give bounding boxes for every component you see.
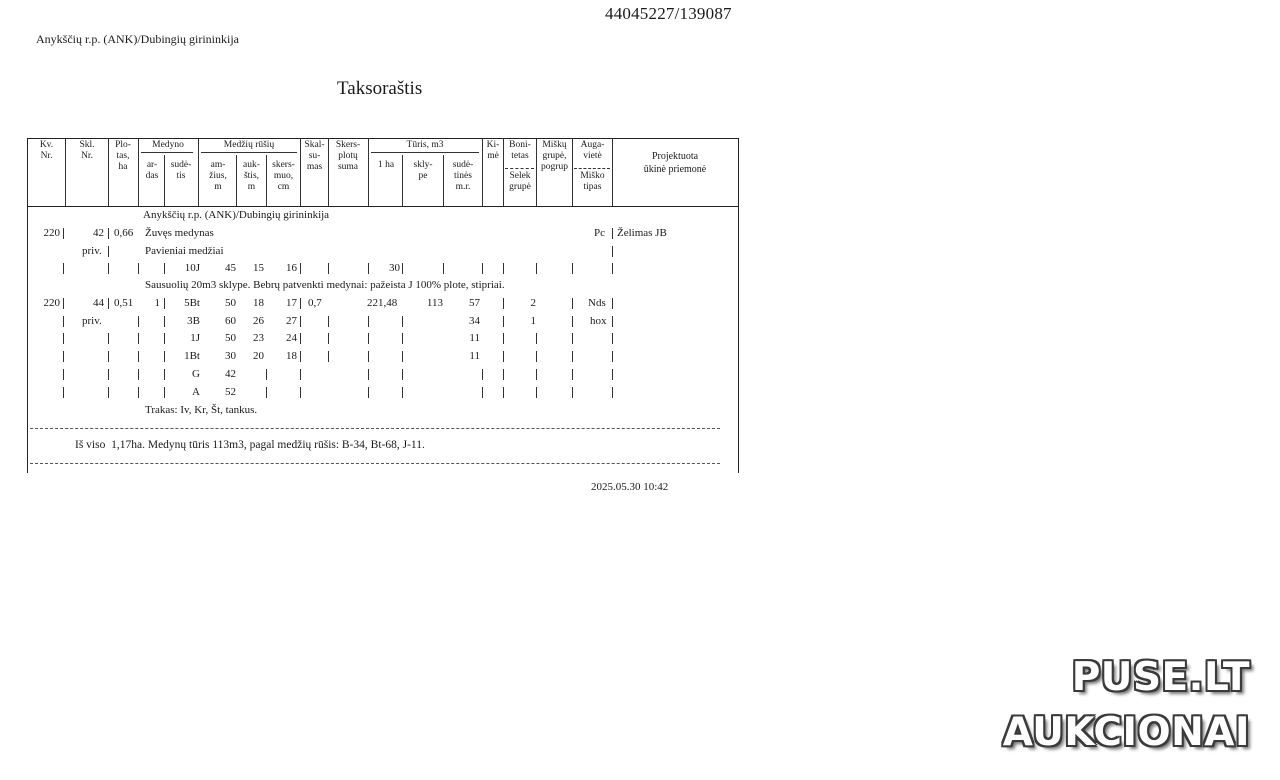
cell-divider — [138, 263, 139, 274]
cell-sudetis: A — [192, 386, 200, 398]
cell-divider — [402, 263, 403, 274]
cell-divider — [108, 351, 109, 362]
header-kirtime: Ki- mė — [486, 140, 500, 161]
cell-aukstis: 23 — [253, 332, 264, 344]
cell-divider — [402, 369, 403, 380]
cell-amzius: 50 — [225, 332, 236, 344]
cell-amzius: 60 — [225, 315, 236, 327]
header-augaviete: Auga- vietė — [580, 140, 605, 161]
cell-divider — [536, 333, 537, 344]
cell-divider — [572, 298, 573, 309]
cell-sudetis: 1J — [190, 332, 200, 344]
cell-aukstis: 18 — [253, 297, 264, 309]
header-bottom-rule — [27, 206, 738, 207]
cell-divider — [164, 316, 165, 327]
cell-amzius: 52 — [225, 386, 236, 398]
header-medziu-rusiu: Medžių rūšių — [223, 140, 275, 150]
document-number: 44045227/139087 — [605, 4, 732, 23]
cell-ardas: 1 — [154, 297, 160, 309]
cell-divider — [572, 316, 573, 327]
cell-divider — [402, 333, 403, 344]
cell-divider — [108, 263, 109, 274]
header-aukstis: auk- štis, m — [243, 160, 260, 192]
cell-augaviete: Pc — [594, 227, 605, 239]
cell-amzius: 30 — [225, 350, 236, 362]
col-sep — [138, 139, 139, 206]
cell-augaviete: Nds — [588, 297, 606, 309]
cell-divider — [503, 369, 504, 380]
cell-skersmuo: 16 — [286, 262, 297, 274]
cell-divider — [612, 298, 613, 309]
print-datetime: 2025.05.30 10:42 — [591, 481, 669, 493]
cell-divider — [164, 387, 165, 398]
cell-divider — [482, 369, 483, 380]
cell-sudetis: 5Bt — [184, 297, 200, 309]
cell-turis-sklype: 113 — [426, 297, 443, 309]
cell-divider — [63, 351, 64, 362]
cell-aukstis: 15 — [253, 262, 264, 274]
cell-turis-sudetines: 11 — [469, 350, 480, 362]
cell-kv: 220 — [43, 297, 60, 309]
group-rule — [141, 152, 193, 153]
cell-divider — [572, 351, 573, 362]
cell-divider — [572, 369, 573, 380]
cell-divider — [482, 387, 483, 398]
summary-rule-top — [30, 428, 720, 429]
watermark-line2: AUKCIONAI — [1002, 710, 1250, 755]
cell-divider — [368, 351, 369, 362]
cell-sudetis: G — [192, 368, 200, 380]
cell-divider — [138, 351, 139, 362]
cell-divider — [300, 263, 301, 274]
cell-divider — [536, 351, 537, 362]
header-kv-nr: Kv. Nr. — [39, 140, 54, 161]
cell-divider — [503, 316, 504, 327]
cell-skersmuo: 27 — [286, 315, 297, 327]
cell-divider — [300, 316, 301, 327]
cell-divider — [266, 387, 267, 398]
cell-divider — [536, 387, 537, 398]
cell-plotas: 0,51 — [114, 297, 134, 309]
cell-divider — [63, 333, 64, 344]
cell-turis-sudetines: 11 — [469, 332, 480, 344]
cell-skl: 42 — [93, 227, 104, 239]
col-sep — [65, 139, 66, 206]
cell-description: Pavieniai medžiai — [145, 245, 224, 257]
cell-plotas: 0,66 — [114, 227, 134, 239]
cell-divider — [368, 316, 369, 327]
cell-divider — [63, 228, 64, 239]
header-skl-nr: Skl. Nr. — [79, 140, 95, 161]
cell-divider — [612, 263, 613, 274]
cell-turis-sudetines: 57 — [469, 297, 480, 309]
cell-sudetis: 1Bt — [184, 350, 200, 362]
cell-aukstis: 20 — [253, 350, 264, 362]
header-misku-grupe: Miškų grupė, pogrup — [541, 140, 568, 172]
cell-divider — [300, 298, 301, 309]
cell-divider — [108, 369, 109, 380]
cell-priemone: Želimas JB — [617, 227, 667, 239]
summary-rule-bottom — [30, 463, 720, 464]
cell-divider — [572, 263, 573, 274]
group-rule — [574, 168, 610, 169]
cell-misko-tipas: hox — [590, 315, 607, 327]
header-bonitetas: Boni- tetas — [509, 140, 531, 161]
row-district: Anykščių r.p. (ANK)/Dubingių girininkija — [143, 209, 330, 221]
cell-priv: priv. — [82, 315, 102, 327]
cell-divider — [503, 351, 504, 362]
header-plotas: Plo- tas, ha — [115, 140, 131, 172]
group-rule — [201, 152, 297, 153]
cell-divider — [138, 387, 139, 398]
cell-divider — [300, 369, 301, 380]
col-sep — [368, 139, 369, 206]
cell-divider — [63, 298, 64, 309]
cell-divider — [63, 316, 64, 327]
header-skersmuo: skers- muo, cm — [272, 160, 295, 192]
col-sep — [198, 139, 199, 206]
header-selek-grupe: Selek grupė — [509, 171, 531, 192]
cell-divider — [328, 351, 329, 362]
cell-divider — [612, 369, 613, 380]
cell-divider — [402, 316, 403, 327]
cell-skersmuo: 18 — [286, 350, 297, 362]
cell-sudetis: 10J — [184, 262, 200, 274]
cell-divider — [138, 333, 139, 344]
cell-divider — [482, 263, 483, 274]
col-sep — [108, 139, 109, 206]
row-note: Trakas: Iv, Kr, Št, tankus. — [145, 404, 258, 416]
cell-divider — [266, 369, 267, 380]
header-skersploticiu-suma: Skers- plotų suma — [335, 140, 361, 172]
cell-divider — [612, 316, 613, 327]
header-projektuota-priemone: Projektuota ūkinė priemonė — [643, 151, 707, 175]
cell-divider — [328, 263, 329, 274]
cell-amzius: 42 — [225, 368, 236, 380]
cell-divider — [368, 387, 369, 398]
summary-text: 1,17ha. Medynų tūris 113m3, pagal medžių rūšis: B-34, Bt-68, J-11. — [111, 439, 425, 451]
header-turis: Tūris, m3 — [406, 140, 444, 150]
group-rule — [505, 168, 534, 169]
cell-divider — [368, 333, 369, 344]
cell-divider — [612, 351, 613, 362]
cell-divider — [164, 298, 165, 309]
cell-divider — [612, 387, 613, 398]
header-ardas: ar- das — [145, 160, 159, 181]
header-sudetis: sudė- tis — [170, 160, 192, 181]
cell-turis-1ha: 221,48 — [367, 297, 398, 309]
cell-amzius: 50 — [225, 297, 236, 309]
cell-bonitetas: 1 — [530, 315, 536, 327]
cell-divider — [443, 263, 444, 274]
cell-divider — [108, 298, 109, 309]
cell-divider — [300, 333, 301, 344]
cell-divider — [63, 369, 64, 380]
cell-skersmuo: 24 — [286, 332, 297, 344]
cell-divider — [503, 333, 504, 344]
cell-divider — [63, 263, 64, 274]
cell-divider — [108, 228, 109, 239]
cell-description: Žuvęs medynas — [145, 227, 214, 239]
cell-skalsumas: 0,7 — [308, 297, 322, 309]
cell-kv: 220 — [43, 227, 60, 239]
col-sep — [164, 155, 165, 206]
cell-divider — [503, 387, 504, 398]
cell-divider — [368, 369, 369, 380]
cell-divider — [138, 316, 139, 327]
cell-divider — [164, 333, 165, 344]
cell-divider — [108, 387, 109, 398]
cell-aukstis: 26 — [253, 315, 264, 327]
cell-divider — [572, 387, 573, 398]
cell-divider — [536, 369, 537, 380]
header-turis-sklype: skly- pe — [413, 160, 433, 181]
group-rule — [371, 152, 479, 153]
cell-divider — [402, 387, 403, 398]
header-turis-1ha: 1 ha — [377, 160, 395, 170]
cell-divider — [612, 246, 613, 257]
header-amzius: am- žius, m — [209, 160, 227, 192]
cell-priv: priv. — [82, 245, 102, 257]
cell-turis-sudetines: 34 — [469, 315, 480, 327]
document-title: Taksoraštis — [337, 78, 423, 99]
watermark-line1: PUSE.LT — [1071, 655, 1250, 700]
cell-divider — [63, 387, 64, 398]
summary-total — [75, 438, 425, 452]
cell-divider — [108, 246, 109, 257]
cell-skl: 44 — [93, 297, 104, 309]
cell-divider — [612, 333, 613, 344]
cell-amzius: 45 — [225, 262, 236, 274]
row-note: Sausuolių 20m3 sklype. Bebrų patvenkti medynai: pažeista J 100% plote, stipriai. — [145, 279, 505, 291]
cell-skersmuo: 17 — [286, 297, 297, 309]
cell-divider — [572, 333, 573, 344]
cell-divider — [164, 369, 165, 380]
header-turis-sudetines: sudė- tinės m.r. — [452, 160, 474, 192]
cell-divider — [612, 228, 613, 239]
cell-divider — [368, 263, 369, 274]
cell-divider — [138, 369, 139, 380]
cell-divider — [164, 351, 165, 362]
cell-divider — [536, 263, 537, 274]
summary-label: Iš viso — [75, 439, 106, 451]
cell-divider — [164, 263, 165, 274]
cell-divider — [328, 316, 329, 327]
header-medyno: Medyno — [152, 140, 184, 150]
cell-sudetis: 3B — [187, 315, 200, 327]
col-sep — [612, 139, 613, 206]
cell-divider — [402, 351, 403, 362]
cell-turis-1ha: 30 — [389, 262, 400, 274]
cell-divider — [108, 333, 109, 344]
cell-bonitetas: 2 — [530, 297, 536, 309]
header-misko-tipas: Miško tipas — [580, 171, 605, 192]
cell-divider — [503, 298, 504, 309]
cell-divider — [328, 333, 329, 344]
header-skalsumas: Skal- su- mas — [304, 140, 325, 172]
district-heading: Anykščių r.p. (ANK)/Dubingių girininkija — [36, 32, 239, 46]
cell-divider — [503, 263, 504, 274]
cell-divider — [300, 351, 301, 362]
cell-divider — [300, 387, 301, 398]
